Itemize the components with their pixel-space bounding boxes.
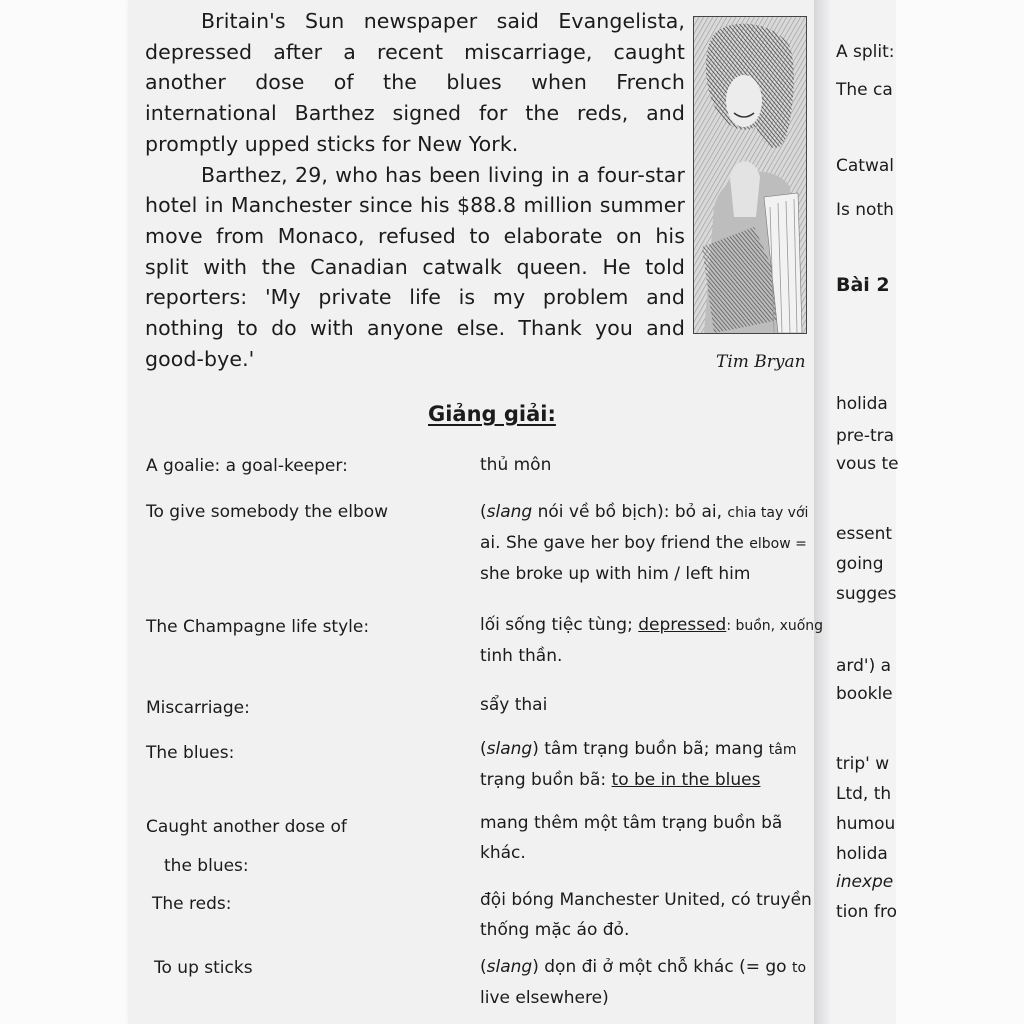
right-page-line: Is noth: [836, 200, 894, 220]
right-page-line: The ca: [836, 80, 893, 100]
glossary-term: Caught another dose of: [146, 817, 347, 837]
right-page-line: tion fro: [836, 902, 897, 922]
glossary-definition: thủ môn: [480, 455, 552, 475]
right-page-heading: Bài 2: [836, 274, 890, 296]
right-page-line: going: [836, 554, 884, 574]
right-page-line: vous te: [836, 454, 899, 474]
article-text: [145, 6, 685, 374]
section-heading: Giảng giải:: [428, 402, 556, 426]
glossary-term: The Champagne life style:: [146, 617, 370, 637]
right-page-line: essent: [836, 524, 893, 544]
glossary-definition: mang thêm một tâm trạng buồn bã khác.: [480, 813, 783, 863]
right-page-line: Ltd, th: [836, 784, 892, 804]
right-page-line: pre-tra: [836, 426, 895, 446]
glossary-definition: lối sống tiệc tùng; depressed: buồn, xuống tinh thần.: [480, 615, 824, 666]
right-page-line: A split:: [836, 42, 895, 62]
glossary-term: the blues:: [164, 856, 249, 876]
glossary-term: To up sticks: [154, 958, 253, 978]
right-margin: [896, 0, 1024, 1024]
right-page-line: ard') a: [836, 656, 892, 676]
glossary-definition: (slang nói về bồ bịch): bỏ ai, chia tay với ai. She gave her boy friend the elbow = she broke up with him / left him: [480, 502, 809, 584]
right-page-line: trip' w: [836, 754, 890, 774]
right-page-line: holida: [836, 844, 888, 864]
glossary-term: To give somebody the elbow: [146, 502, 389, 522]
glossary-term: A goalie: a goal-keeper:: [146, 456, 348, 476]
glossary-term: The reds:: [152, 894, 232, 914]
glossary-definition: sẩy thai: [480, 695, 548, 715]
portrait-photo: [693, 16, 807, 334]
glossary-term: Miscarriage:: [146, 698, 250, 718]
glossary-definition: (slang) dọn đi ở một chỗ khác (= go to live elsewhere): [480, 957, 807, 1008]
right-page-line: Catwal: [836, 156, 894, 176]
glossary-definition: (slang) tâm trạng buồn bã; mang tâm trạng buồn bã: to be in the blues: [480, 739, 797, 790]
glossary-term: The blues:: [146, 743, 235, 763]
book-page-right: [832, 0, 896, 1024]
article-paragraph-2: Barthez, 29, who has been living in a four-star hotel in Manchester since his $88.8 million summer move from Monaco, refused to elaborate on his split with the Canadian catwalk queen. He told reporters: 'My private life is my problem and nothing to do with anyone else. Thank you and good-bye.': [145, 162, 685, 371]
book-gutter: [814, 0, 832, 1024]
photo-caption: Tim Bryan: [716, 352, 806, 372]
article-paragraph-1: Britain's Sun newspaper said Evangelista, depressed after a recent miscarriage, caught another dose of the blues when French international Barthez signed for the reds, and promptly upped sticks for New York.: [145, 9, 685, 156]
right-page-line: sugges: [836, 584, 897, 604]
right-page-line: humou: [836, 814, 896, 834]
glossary-definition: đội bóng Manchester United, có truyền thống mặc áo đỏ.: [480, 890, 812, 940]
left-margin: [0, 0, 128, 1024]
right-page-line: bookle: [836, 684, 893, 704]
right-page-line: inexpe: [836, 872, 894, 892]
right-page-line: holida: [836, 394, 888, 414]
